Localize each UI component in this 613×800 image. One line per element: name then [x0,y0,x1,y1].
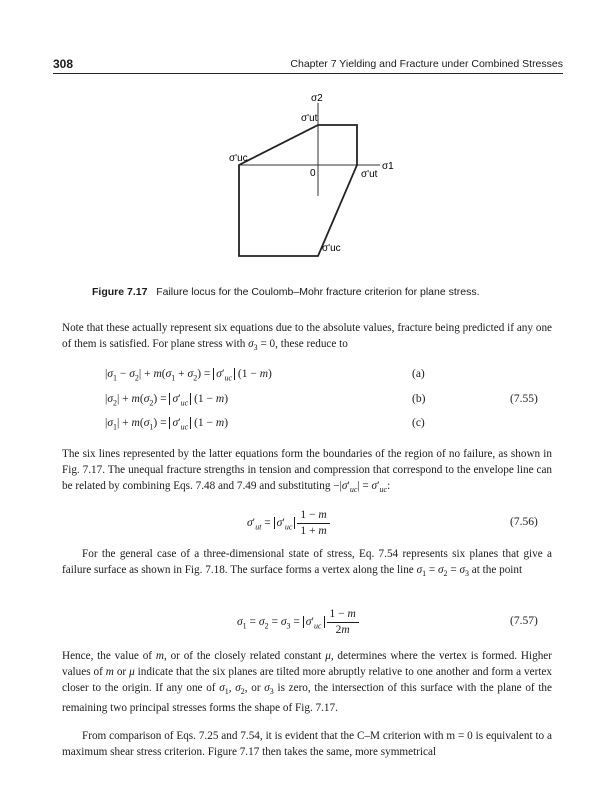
suc-left-label: σ'uc [229,153,248,164]
equation-757: $\sigma_1 = \sigma_2 = \sigma_3 = \sigma'_{uc}$ $\frac{1 - m}{2m}$ [237,607,361,638]
equation-755b: $|\sigma_2| + m(\sigma_2) = \sigma'_{uc}$ (1 − m) [105,393,229,408]
paragraph-2: The six lines represented by the latter equations form the boundaries of the region of no failure, as shown in Fig. 7.17. The unequal fracture strengths in tension and compression that correspond to the envelope line can be related by combining Eqs. 7.48 and 7.49 and substituting $-|\sigma'_{uc}| = \sigma'_{uc}$: [62,448,552,495]
failure-locus-figure [0,0,613,300]
equation-756-number: (7.56) [510,516,538,528]
paragraph-4: Hence, the value of m, or of the closely related constant μ, determines where the vertex is formed. Higher values of m or μ indicate that the six planes are tilted more abruptly relative to one another and form a vertex closer to the origin. If any one of $\sigma_1$, $\sigma_2$, or $\sigma_3$ is zero, the intersection of this surface with the plane of the remaining two principal stresses forms the shape of Fig. 7.17. [62,650,552,715]
tag-b: (b) [412,393,426,405]
equation-756: $\sigma'_{ut} = \sigma'_{uc}$ $\frac{1 - m}{1 + m}$ [247,508,332,539]
origin-label: 0 [310,168,316,179]
running-title: Chapter 7 Yielding and Fracture under Combined Stresses [290,58,563,70]
sigma1-label: σ1 [382,161,394,172]
paragraph-3: For the general case of a three-dimensional state of stress, Eq. 7.54 represents six planes that give a failure surface as shown in Fig. 7.18. The surface forms a vertex along the line $\sigma_1 = \sigma_2 = \sigma_3$ at the point [62,548,552,579]
figure-caption [92,286,480,298]
failure-locus [239,125,357,256]
caption-label: Figure 7.17 [92,286,148,298]
sut-right-label: σ'ut [361,169,378,180]
tag-c: (c) [412,417,425,429]
equation-755a: $|\sigma_1 - \sigma_2| + m(\sigma_1 + \sigma_2) = \sigma'_{uc}$ (1 − m) [105,368,272,383]
caption-text: Failure locus for the Coulomb–Mohr fracture criterion for plane stress. [156,286,480,298]
sigma2-label: σ2 [311,93,323,104]
sut-top-label: σ'ut [301,113,318,124]
paragraph-1: Note that these actually represent six equations due to the absolute values, fracture being predicted if any one of them is satisfied. For plane stress with $\sigma_3 = 0$, these reduce to [62,322,552,353]
equation-757-number: (7.57) [510,615,538,627]
equation-755-number: (7.55) [510,393,538,405]
paragraph-5: From comparison of Eqs. 7.25 and 7.54, it is evident that the C–M criterion with m = 0 is equivalent to a maximum shear stress criterion. Figure 7.17 then takes the same, more symmetrical [62,730,552,758]
equation-755c: $|\sigma_1| + m(\sigma_1) = \sigma'_{uc}$ (1 − m) [105,417,229,432]
page-number: 308 [53,57,74,71]
tag-a: (a) [412,368,425,380]
suc-bottom-label: σ'uc [322,243,341,254]
